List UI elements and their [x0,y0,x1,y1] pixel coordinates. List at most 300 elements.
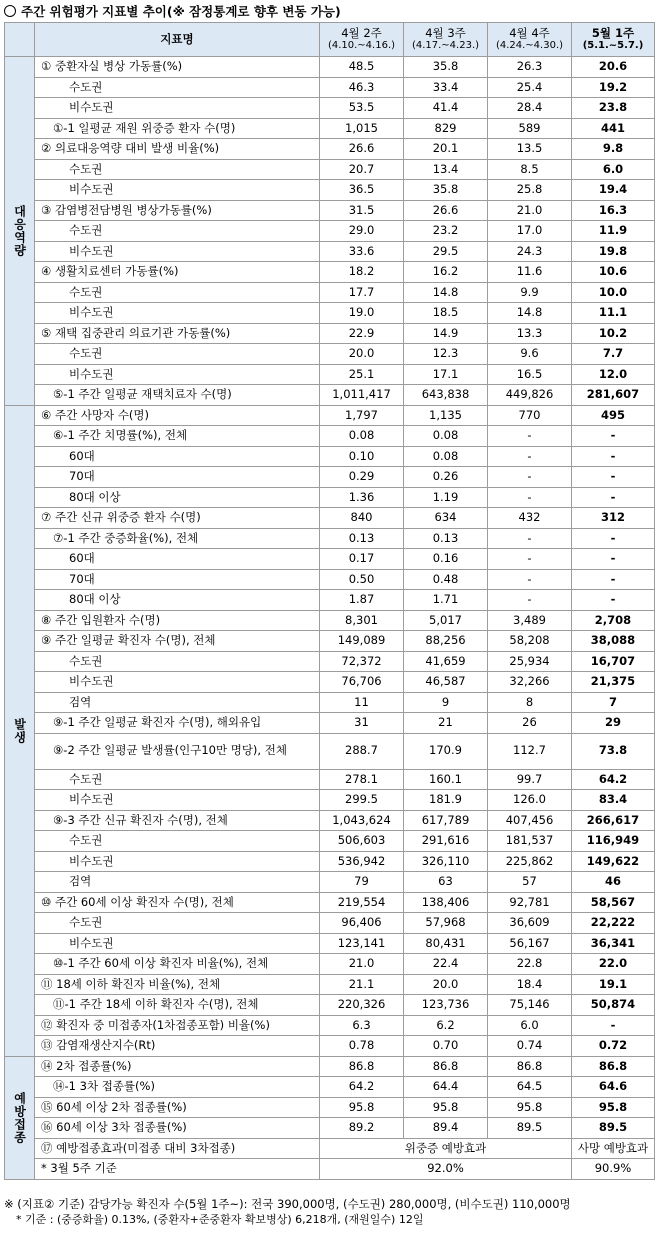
value-cell: 16.5 [488,364,572,385]
table-row [5,1138,655,1159]
value-cell: 0.48 [404,569,488,590]
value-current-week: - [572,528,655,549]
indicator-label: ⑦ 주간 신규 위중증 환자 수(명) [35,508,320,529]
value-cell: - [488,569,572,590]
indicator-label: 60대 [35,549,320,570]
indicator-label: ⑥ 주간 사망자 수(명) [35,405,320,426]
value-current-week: 29 [572,713,655,734]
value-cell: 8 [488,692,572,713]
value-cell: 1,043,624 [320,810,404,831]
value-cell: 33.6 [320,241,404,262]
value-current-week: - [572,549,655,570]
severe-effect-label: 위중증 예방효과 [320,1138,572,1159]
value-cell: 123,141 [320,933,404,954]
value-cell: 20.1 [404,139,488,160]
value-current-week: - [572,467,655,488]
value-current-week: 7.7 [572,344,655,365]
indicator-label: 검역 [35,692,320,713]
value-current-week: - [572,590,655,611]
value-cell: 25.1 [320,364,404,385]
table-row [5,77,655,98]
value-cell: 22.8 [488,954,572,975]
indicator-label: 70대 [35,569,320,590]
value-cell: 56,167 [488,933,572,954]
indicator-label: ⑮ 60세 이상 2차 접종률(%) [35,1097,320,1118]
table-row [5,1077,655,1098]
indicator-label: 수도권 [35,77,320,98]
value-cell: - [488,590,572,611]
value-cell: 88,256 [404,631,488,652]
indicator-label: ⑨ 주간 일평균 확진자 수(명), 전체 [35,631,320,652]
footnotes [4,1196,654,1229]
value-cell: 18.2 [320,262,404,283]
value-current-week: 95.8 [572,1097,655,1118]
table-row [5,528,655,549]
indicator-label: 수도권 [35,282,320,303]
value-cell: - [488,528,572,549]
indicator-label: 비수도권 [35,364,320,385]
value-cell: 589 [488,118,572,139]
value-cell: 25.4 [488,77,572,98]
value-cell: 96,406 [320,913,404,934]
value-cell: 407,456 [488,810,572,831]
value-cell: 17.7 [320,282,404,303]
value-current-week: 64.6 [572,1077,655,1098]
death-effect-label: 사망 예방효과 [572,1138,655,1159]
table-row [5,790,655,811]
value-cell: 76,706 [320,672,404,693]
value-cell: 0.08 [404,426,488,447]
value-cell: 829 [404,118,488,139]
table-row [5,933,655,954]
value-cell: 64.5 [488,1077,572,1098]
table-row [5,508,655,529]
value-current-week: 46 [572,872,655,893]
value-cell: 1,797 [320,405,404,426]
indicator-label: 60대 [35,446,320,467]
indicator-label: ③ 감염병전담병원 병상가동률(%) [35,200,320,221]
indicator-label: ⑭ 2차 접종률(%) [35,1056,320,1077]
value-cell: 17.1 [404,364,488,385]
value-current-week: 149,622 [572,851,655,872]
value-cell: 0.08 [404,446,488,467]
indicator-label: 비수도권 [35,790,320,811]
value-cell: 5,017 [404,610,488,631]
value-cell: 17.0 [488,221,572,242]
effect-basis: * 3월 5주 기준 [35,1159,320,1180]
value-current-week: 10.0 [572,282,655,303]
value-current-week: - [572,426,655,447]
value-cell: 57 [488,872,572,893]
value-cell: 0.74 [488,1036,572,1057]
value-cell: 770 [488,405,572,426]
indicator-label: 비수도권 [35,851,320,872]
table-row [5,344,655,365]
value-current-week: 19.2 [572,77,655,98]
value-cell: 14.8 [404,282,488,303]
value-cell: 0.16 [404,549,488,570]
table-row [5,180,655,201]
table-row [5,769,655,790]
value-cell: 8,301 [320,610,404,631]
table-row [5,139,655,160]
table-row [5,282,655,303]
table-title [0,0,658,22]
value-cell: 6.0 [488,1015,572,1036]
value-cell: 89.2 [320,1118,404,1139]
table-row [5,1015,655,1036]
indicator-label: ⑯ 60세 이상 3차 접종률(%) [35,1118,320,1139]
table-row [5,200,655,221]
value-cell: 1.36 [320,487,404,508]
indicator-label: ⑥-1 주간 치명률(%), 전체 [35,426,320,447]
value-cell: 53.5 [320,98,404,119]
value-current-week: 36,341 [572,933,655,954]
value-cell: 643,838 [404,385,488,406]
value-cell: 46.3 [320,77,404,98]
value-cell: 13.4 [404,159,488,180]
value-current-week: 38,088 [572,631,655,652]
value-cell: 1,015 [320,118,404,139]
table-row [5,57,655,78]
indicator-label: ⑪ 18세 이하 확진자 비율(%), 전체 [35,974,320,995]
indicator-label: 수도권 [35,344,320,365]
indicator-label: 수도권 [35,769,320,790]
table-row [5,851,655,872]
circle-bullet-icon [4,5,16,17]
indicator-label: ① 중환자실 병상 가동률(%) [35,57,320,78]
value-cell: 0.08 [320,426,404,447]
value-current-week: 20.6 [572,57,655,78]
header-week: 4월 2주 (4.10.~4.16.) [320,23,404,57]
value-cell: 95.8 [320,1097,404,1118]
value-cell: 41,659 [404,651,488,672]
value-cell: 6.2 [404,1015,488,1036]
value-cell: 79 [320,872,404,893]
indicator-label: 수도권 [35,221,320,242]
value-cell: 18.5 [404,303,488,324]
value-cell: 13.3 [488,323,572,344]
value-current-week: 6.0 [572,159,655,180]
value-cell: 220,326 [320,995,404,1016]
value-cell: 64.4 [404,1077,488,1098]
table-row [5,1097,655,1118]
value-cell: 89.5 [488,1118,572,1139]
table-row [5,323,655,344]
value-cell: 0.70 [404,1036,488,1057]
value-cell: 26.6 [320,139,404,160]
table-row [5,631,655,652]
indicator-label: ⑨-1 주간 일평균 확진자 수(명), 해외유입 [35,713,320,734]
value-cell: 25.8 [488,180,572,201]
header-week: 4월 4주 (4.24.~4.30.) [488,23,572,57]
table-row [5,446,655,467]
header-week-current: 5월 1주 (5.1.~5.7.) [572,23,655,57]
value-cell: 432 [488,508,572,529]
value-current-week: 9.8 [572,139,655,160]
value-cell: 13.5 [488,139,572,160]
value-cell: 95.8 [404,1097,488,1118]
value-cell: 36,609 [488,913,572,934]
indicator-label: ⑫ 확진자 중 미접종자(1차접종포함) 비율(%) [35,1015,320,1036]
indicator-label: ② 의료대응역량 대비 발생 비율(%) [35,139,320,160]
value-cell: 0.13 [320,528,404,549]
value-cell: 449,826 [488,385,572,406]
table-row [5,1118,655,1139]
value-cell: 26.3 [488,57,572,78]
value-cell: 29.0 [320,221,404,242]
value-cell: 18.4 [488,974,572,995]
value-cell: 41.4 [404,98,488,119]
indicator-label: 80대 이상 [35,590,320,611]
value-cell: 0.50 [320,569,404,590]
table-row [5,98,655,119]
table-row [5,385,655,406]
value-cell: 21.0 [320,954,404,975]
table-row [5,954,655,975]
table-row [5,549,655,570]
value-cell: 1,011,417 [320,385,404,406]
value-current-week: 83.4 [572,790,655,811]
value-current-week: 19.1 [572,974,655,995]
value-cell: 86.8 [404,1056,488,1077]
indicator-label: ⑨-3 주간 신규 확진자 수(명), 전체 [35,810,320,831]
value-current-week: 11.1 [572,303,655,324]
value-cell: 92,781 [488,892,572,913]
indicator-label: ⑤-1 주간 일평균 재택치료자 수(명) [35,385,320,406]
value-current-week: 19.8 [572,241,655,262]
table-row [5,672,655,693]
footnote-capacity: ※ (지표② 기준) 감당가능 확진자 수(5월 1주~): 전국 390,000명, (수도권) 280,000명, (비수도권) 110,000명 [4,1196,571,1211]
category-prevention: 예방접종 [5,1056,35,1179]
table-row [5,569,655,590]
table-row [5,1056,655,1077]
value-cell: 63 [404,872,488,893]
value-cell: 31.5 [320,200,404,221]
value-current-week: 12.0 [572,364,655,385]
value-cell: 58,208 [488,631,572,652]
value-cell: 75,146 [488,995,572,1016]
value-cell: 80,431 [404,933,488,954]
value-cell: 14.8 [488,303,572,324]
value-cell: - [488,446,572,467]
value-current-week: 2,708 [572,610,655,631]
table-row [5,159,655,180]
table-row [5,467,655,488]
value-cell: 46,587 [404,672,488,693]
value-cell: 22.4 [404,954,488,975]
value-current-week: 22,222 [572,913,655,934]
table-row [5,995,655,1016]
indicator-label: ⑦-1 주간 중증화율(%), 전체 [35,528,320,549]
indicator-label: ⑪-1 주간 18세 이하 확진자 수(명), 전체 [35,995,320,1016]
table-row [5,118,655,139]
value-cell: 19.0 [320,303,404,324]
value-cell: 288.7 [320,733,404,769]
table-row [5,303,655,324]
value-cell: 840 [320,508,404,529]
indicator-label: 비수도권 [35,180,320,201]
value-cell: 20.0 [320,344,404,365]
value-cell: 11 [320,692,404,713]
value-cell: 25,934 [488,651,572,672]
value-current-week: 441 [572,118,655,139]
value-cell: 291,616 [404,831,488,852]
value-current-week: 86.8 [572,1056,655,1077]
indicator-label: 수도권 [35,159,320,180]
indicator-label: ⑩-1 주간 60세 이상 확진자 비율(%), 전체 [35,954,320,975]
value-current-week: 19.4 [572,180,655,201]
value-current-week: 116,949 [572,831,655,852]
value-current-week: - [572,1015,655,1036]
value-current-week: 16,707 [572,651,655,672]
value-current-week: 281,607 [572,385,655,406]
value-cell: 0.17 [320,549,404,570]
value-cell: 1.87 [320,590,404,611]
indicator-label: 비수도권 [35,241,320,262]
indicator-label: 70대 [35,467,320,488]
value-cell: 26 [488,713,572,734]
value-cell: 8.5 [488,159,572,180]
value-cell: 20.7 [320,159,404,180]
value-current-week: 58,567 [572,892,655,913]
value-current-week: 266,617 [572,810,655,831]
value-current-week: 11.9 [572,221,655,242]
header-indicator: 지표명 [35,23,320,57]
death-effect-value: 90.9% [572,1159,655,1180]
value-cell: 20.0 [404,974,488,995]
value-cell: 36.5 [320,180,404,201]
value-cell: 219,554 [320,892,404,913]
indicator-label: 비수도권 [35,98,320,119]
value-cell: 1,135 [404,405,488,426]
indicator-label: 80대 이상 [35,487,320,508]
risk-indicator-table [4,22,655,1180]
value-cell: 1.71 [404,590,488,611]
table-row [5,651,655,672]
value-current-week: - [572,569,655,590]
table-title-text: 주간 위험평가 지표별 추이(※ 잠정통계로 향후 변동 가능) [21,4,341,19]
table-row [5,590,655,611]
value-cell: 57,968 [404,913,488,934]
table-row [5,1036,655,1057]
footnote-basis: * 기준 : (중증화율) 0.13%, (중환자+준중환자 확보병상) 6,218개, (재원일수) 12일 [16,1213,424,1227]
value-cell: 99.7 [488,769,572,790]
table-row [5,405,655,426]
value-cell: 14.9 [404,323,488,344]
value-cell: 123,736 [404,995,488,1016]
value-cell: 181.9 [404,790,488,811]
value-cell: 0.13 [404,528,488,549]
indicator-label: ④ 생활치료센터 가동률(%) [35,262,320,283]
value-cell: 72,372 [320,651,404,672]
value-cell: 3,489 [488,610,572,631]
value-current-week: 64.2 [572,769,655,790]
indicator-label: ①-1 일평균 재원 위중증 환자 수(명) [35,118,320,139]
value-cell: 23.2 [404,221,488,242]
value-cell: 86.8 [488,1056,572,1077]
value-cell: 112.7 [488,733,572,769]
indicator-label: ⑬ 감염재생산지수(Rt) [35,1036,320,1057]
indicator-label: 검역 [35,872,320,893]
value-cell: 506,603 [320,831,404,852]
value-cell: - [488,426,572,447]
value-cell: 29.5 [404,241,488,262]
value-cell: 170.9 [404,733,488,769]
value-cell: 0.29 [320,467,404,488]
value-cell: 9.9 [488,282,572,303]
value-cell: 24.3 [488,241,572,262]
value-cell: 21.0 [488,200,572,221]
value-cell: 48.5 [320,57,404,78]
table-row [5,1159,655,1180]
value-current-week: 21,375 [572,672,655,693]
value-current-week: 0.72 [572,1036,655,1057]
category-occurrence: 발생 [5,405,35,1056]
value-cell: 126.0 [488,790,572,811]
header-corner [5,23,35,57]
value-current-week: 495 [572,405,655,426]
severe-effect-value: 92.0% [320,1159,572,1180]
value-cell: 9.6 [488,344,572,365]
value-current-week: 10.6 [572,262,655,283]
value-cell: 35.8 [404,57,488,78]
value-cell: 16.2 [404,262,488,283]
table-row [5,831,655,852]
value-cell: 617,789 [404,810,488,831]
indicator-label: 비수도권 [35,933,320,954]
value-cell: 181,537 [488,831,572,852]
table-row [5,241,655,262]
value-cell: 278.1 [320,769,404,790]
value-cell: 21 [404,713,488,734]
value-cell: 0.10 [320,446,404,467]
value-cell: 1.19 [404,487,488,508]
value-cell: 26.6 [404,200,488,221]
value-cell: 64.2 [320,1077,404,1098]
value-cell: 160.1 [404,769,488,790]
table-row [5,426,655,447]
table-row [5,733,655,769]
table-row [5,713,655,734]
table-row [5,487,655,508]
table-row [5,892,655,913]
value-current-week: 89.5 [572,1118,655,1139]
value-cell: - [488,549,572,570]
indicator-label: 수도권 [35,913,320,934]
value-cell: 86.8 [320,1056,404,1077]
value-cell: 95.8 [488,1097,572,1118]
value-current-week: 73.8 [572,733,655,769]
value-cell: - [488,467,572,488]
indicator-label: ⑨-2 주간 일평균 발생률(인구10만 명당), 전체 [35,733,320,769]
indicator-label: ⑭-1 3차 접종률(%) [35,1077,320,1098]
category-response: 대응역량 [5,57,35,406]
table-row [5,872,655,893]
indicator-label: ⑤ 재택 집중관리 의료기관 가동률(%) [35,323,320,344]
table-row [5,364,655,385]
value-cell: 138,406 [404,892,488,913]
table-row [5,221,655,242]
value-cell: 0.26 [404,467,488,488]
indicator-label: 수도권 [35,651,320,672]
indicator-label: ⑧ 주간 입원환자 수(명) [35,610,320,631]
indicator-label: 수도권 [35,831,320,852]
value-current-week: - [572,446,655,467]
indicator-label: ⑩ 주간 60세 이상 확진자 수(명), 전체 [35,892,320,913]
value-cell: 89.4 [404,1118,488,1139]
table-row [5,610,655,631]
